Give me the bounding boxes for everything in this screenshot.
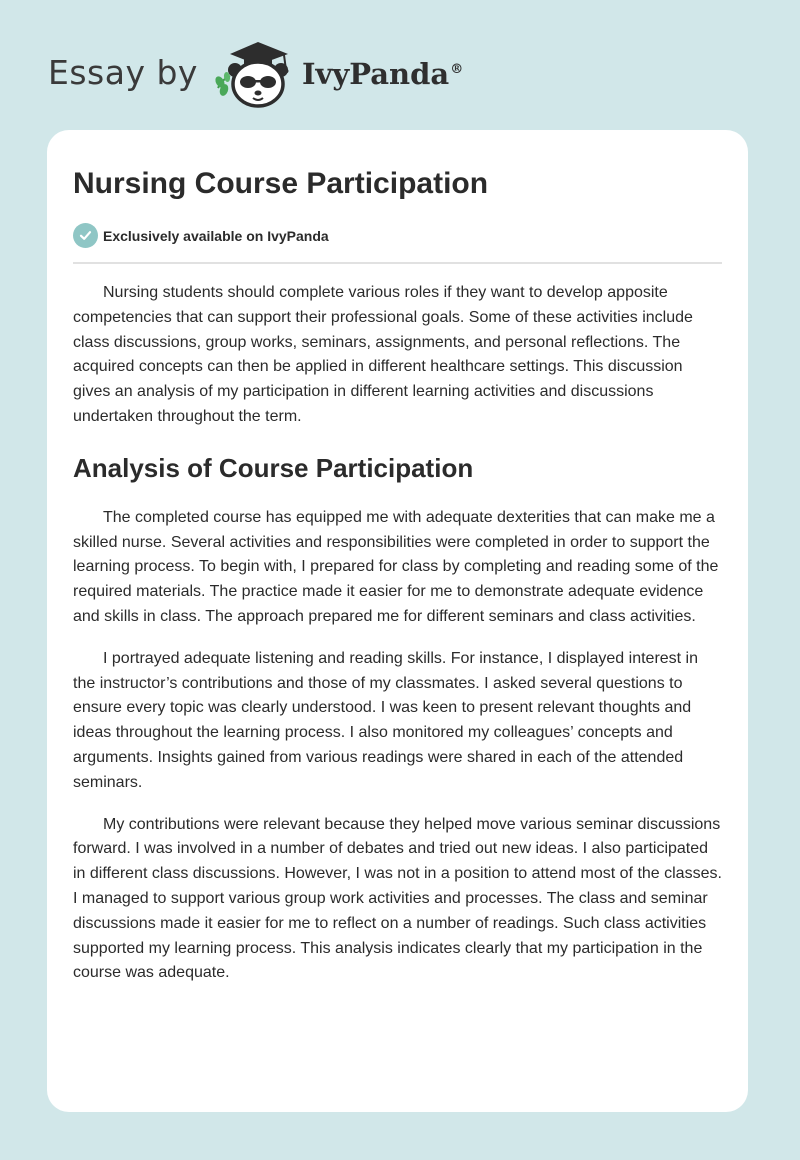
intro-paragraph: Nursing students should complete various roles if they want to develop apposite competencies that can support their professional goals. Some of these activities include class discussions, group works, seminars, assignments, and personal reflections. The acquired concepts can then be applied in different healthcare settings. This discussion gives an analysis of my participation in different learning activities and discussions undertaken throughout the term. [73,284,693,425]
availability-text: Exclusively available on IvyPanda [103,227,329,244]
check-circle-icon [73,223,98,248]
essay-card [47,130,748,1112]
availability-badge [73,223,722,248]
registered-mark: ® [450,62,464,78]
brand-header [48,32,463,112]
section-heading: Analysis of Course Participation [73,452,474,483]
body-paragraph: The completed course has equipped me with adequate dexterities that can make me a skilled nurse. Several activities and responsibilities were completed in order to support the learning process. To begin with, I prepared for class by completing and reading some of the required materials. The practice made it easier for me to demonstrate adequate evidence and skills in class. The approach prepared me for different seminars and class activities. [73,508,719,625]
divider [73,262,722,264]
body-paragraph: My contributions were relevant because they helped move various seminar discussions forward. I was involved in a number of debates and tried out new ideas. I also participated in different class discussions. However, I was not in a position to attend most of the classes. I managed to support various group work activities and processes. The class and seminar discussions made it easier for me to reflect on a number of readings. Such class activities supported my learning process. This analysis indicates clearly that my participation in the course was adequate. [73,815,722,982]
body-paragraph: I portrayed adequate listening and reading skills. For instance, I displayed interest in the instructor’s contributions and those of my classmates. I asked several questions to ensure every topic was clearly understood. I was keen to present relevant thoughts and ideas throughout the learning process. I also monitored my colleagues’ concepts and arguments. Insights gained from various readings were shared in each of the attended seminars. [73,649,699,791]
brand-prefix: Essay by [48,52,198,92]
panda-graduate-logo-icon [208,32,300,112]
page-title: Nursing Course Participation [73,167,489,200]
brand-name-text: IvyPanda [301,57,450,91]
brand-name [302,57,463,91]
